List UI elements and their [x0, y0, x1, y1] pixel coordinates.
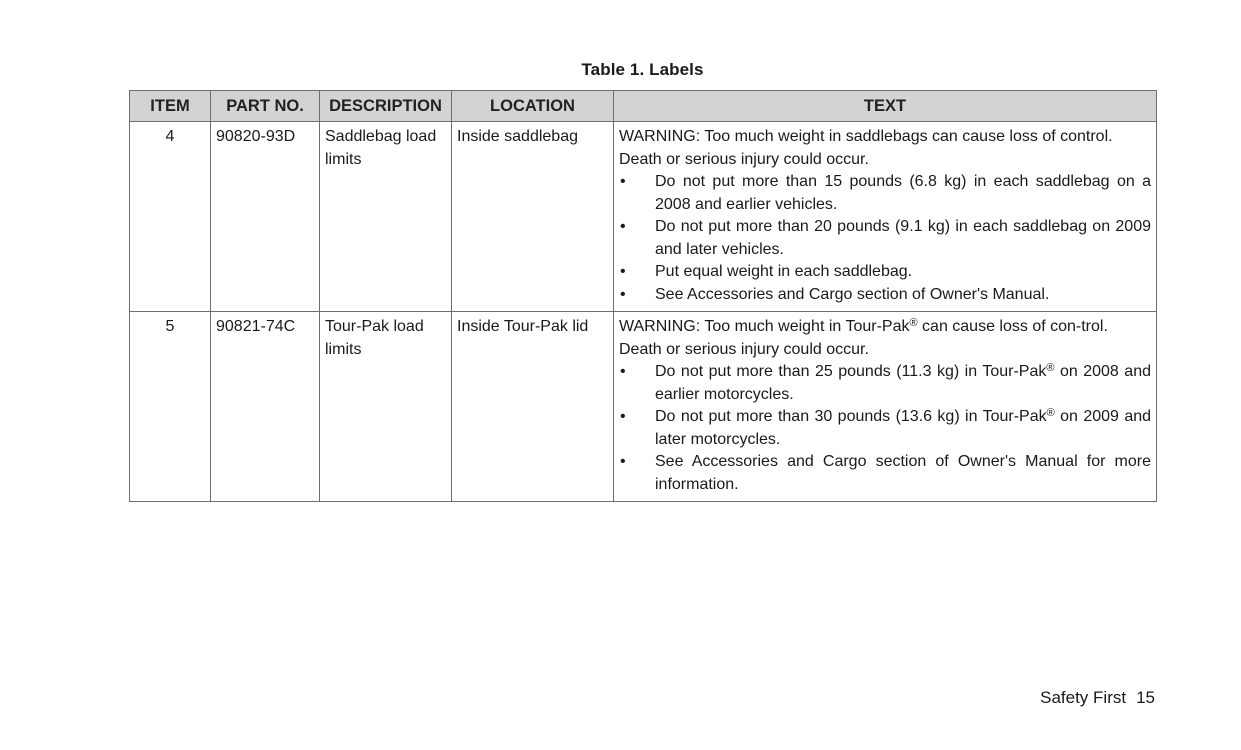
warning-text-part: WARNING: Too much weight in Tour-Pak: [619, 318, 910, 335]
header-location: LOCATION: [452, 91, 614, 122]
list-item-text: Do not put more than 30 pounds (13.6 kg) in Tour-Pak: [655, 408, 1047, 425]
registered-mark: ®: [909, 317, 918, 329]
labels-table: [129, 90, 1157, 502]
list-item-text: Put equal weight in each saddlebag.: [655, 263, 913, 280]
cell-text: [614, 122, 1157, 312]
header-text: TEXT: [614, 91, 1157, 122]
table-row: [130, 122, 1157, 312]
list-item-text: on 2009 and later motorcycles.: [655, 408, 1152, 448]
bullet-icon: •: [620, 453, 626, 470]
cell-part-no: 90821-74C: [211, 312, 320, 502]
footer-section-title: Safety First: [1040, 688, 1127, 707]
registered-mark: ®: [1046, 362, 1055, 374]
bullet-icon: •: [620, 173, 626, 190]
list-item-text: Do not put more than 15 pounds (6.8 kg) in each saddlebag on a 2008 and earlier vehicles.: [655, 173, 1151, 213]
cell-item: 4: [130, 122, 211, 312]
list-item: [619, 171, 1151, 216]
list-item-text: on 2008 and earlier motorcycles.: [655, 363, 1152, 403]
list-item-text: Do not put more than 20 pounds (9.1 kg) in each saddlebag on 2009 and later vehicles.: [655, 218, 1151, 258]
table-row: [130, 312, 1157, 502]
list-item: [619, 361, 1151, 406]
bullet-icon: •: [620, 263, 626, 280]
table-header-row: [130, 91, 1157, 122]
page-footer: [1000, 688, 1155, 708]
warning-text: WARNING: Too much weight in saddlebags can cause loss of control. Death or serious injury could occur.: [619, 128, 1113, 168]
cell-part-no: 90820-93D: [211, 122, 320, 312]
warning-text: [619, 316, 1151, 361]
bullet-icon: •: [620, 408, 626, 425]
list-item: [619, 216, 1151, 261]
table-title: Table 1. Labels: [581, 60, 704, 79]
list-item-text: See Accessories and Cargo section of Owner's Manual for more information.: [655, 453, 1151, 493]
list-item-text: Do not put more than 25 pounds (11.3 kg) in Tour-Pak: [655, 363, 1047, 380]
bullet-icon: •: [620, 218, 626, 235]
cell-location: Inside saddlebag: [452, 122, 614, 312]
cell-text: [614, 312, 1157, 502]
cell-item: 5: [130, 312, 211, 502]
bullet-icon: •: [620, 285, 626, 303]
page-number: 15: [1136, 688, 1155, 707]
bullet-icon: •: [620, 363, 626, 380]
registered-mark: ®: [1046, 407, 1055, 419]
list-item: [619, 261, 1151, 284]
list-item: [619, 451, 1151, 496]
cell-description: Tour-Pak load limits: [320, 312, 452, 502]
header-part-no: PART NO.: [211, 91, 320, 122]
bullet-list: [619, 361, 1151, 496]
list-item: [619, 406, 1151, 451]
bullet-list: [619, 171, 1151, 306]
cell-description: Saddlebag load limits: [320, 122, 452, 312]
list-item-text: See Accessories and Cargo section of Owner's Manual.: [655, 285, 1050, 303]
cell-location: Inside Tour-Pak lid: [452, 312, 614, 502]
header-description: DESCRIPTION: [320, 91, 452, 122]
header-item: ITEM: [130, 91, 211, 122]
list-item: [619, 284, 1151, 307]
warning-text-part: can cause loss of con-trol. Death or serious injury could occur.: [619, 318, 1108, 358]
